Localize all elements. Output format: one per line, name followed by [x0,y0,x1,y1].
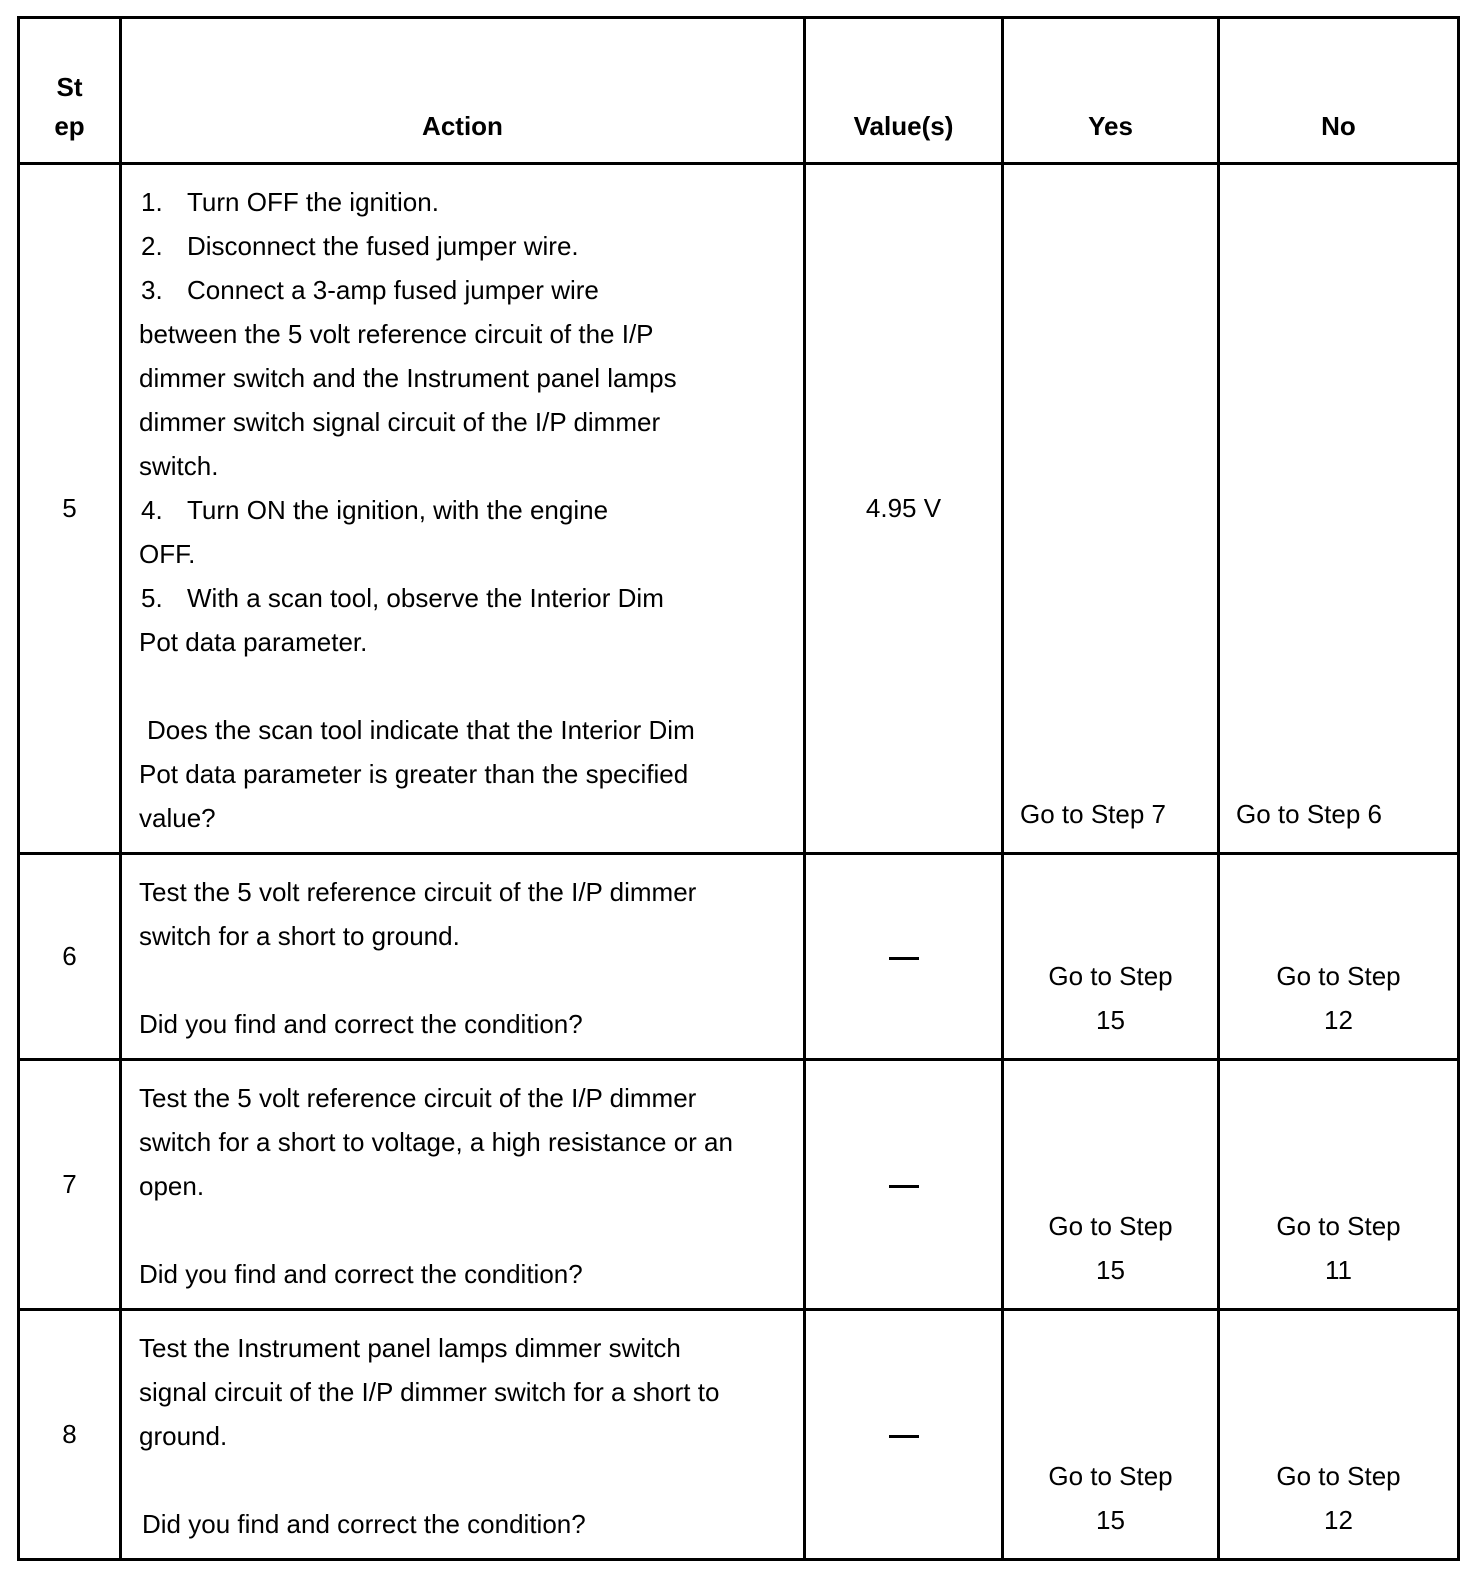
no-cell: Go to Step 12 [1219,1310,1459,1560]
action-question: Did you find and correct the condition? [142,1509,586,1539]
action-text: Test the Instrument panel lamps dimmer switch signal circuit of the I/P dimmer switch for a short to ground. [139,1333,720,1451]
yes-cell: Go to Step 15 [1003,854,1219,1060]
no-cell: Go to Step 12 [1219,854,1459,1060]
no-cell: Go to Step 6 [1219,164,1459,854]
value-cell: 4.95 V [805,164,1003,854]
action-continuation: OFF. [139,539,196,569]
action-text: Test the 5 volt reference circuit of the I/P dimmer switch for a short to ground. [139,877,697,951]
no-cell: Go to Step 11 [1219,1060,1459,1310]
header-step-line1: St [56,72,83,102]
action-question: Does the scan tool indicate that the Interior Dim Pot data parameter is greater than the specified value? [139,715,695,833]
action-text: Test the 5 volt reference circuit of the I/P dimmer switch for a short to voltage, a high resistance or an open. [139,1083,733,1201]
action-list-item: 4. Turn ON the ignition, with the engine [141,495,609,525]
step-number: 8 [19,1310,121,1560]
action-list-item: 1. Turn OFF the ignition. [141,187,439,217]
yes-cell: Go to Step 15 [1003,1310,1219,1560]
value-cell [805,1310,1003,1560]
header-step [19,18,121,164]
action-question: Did you find and correct the condition? [139,1009,583,1039]
header-no: No [1219,18,1459,164]
value-cell [805,854,1003,1060]
action-continuation: between the 5 volt reference circuit of the I/P dimmer switch and the Instrument panel lamps dimmer switch signal circuit of the I/P dimmer switch. [139,319,677,481]
action-cell [121,164,805,854]
step-number: 7 [19,1060,121,1310]
table-header-row [19,18,1459,164]
header-values: Value(s) [805,18,1003,164]
table-row [19,1060,1459,1310]
header-yes: Yes [1003,18,1219,164]
dash-icon [889,1185,919,1188]
value-cell [805,1060,1003,1310]
header-action: Action [121,18,805,164]
action-cell [121,1310,805,1560]
yes-cell: Go to Step 7 [1003,164,1219,854]
header-step-line2: ep [54,111,85,141]
step-number: 6 [19,854,121,1060]
step-number: 5 [19,164,121,854]
table-row [19,854,1459,1060]
dash-icon [889,1435,919,1438]
action-list-item: 3. Connect a 3-amp fused jumper wire [141,275,599,305]
action-question: Did you find and correct the condition? [139,1259,583,1289]
dash-icon [889,957,919,960]
table-row [19,1310,1459,1560]
action-continuation: Pot data parameter. [139,627,368,657]
table-row [19,164,1459,854]
yes-cell: Go to Step 15 [1003,1060,1219,1310]
action-list-item: 5. With a scan tool, observe the Interior Dim [141,583,664,613]
action-list-item: 2. Disconnect the fused jumper wire. [141,231,579,261]
action-cell [121,1060,805,1310]
diagnostic-table [17,16,1460,1561]
action-cell [121,854,805,1060]
